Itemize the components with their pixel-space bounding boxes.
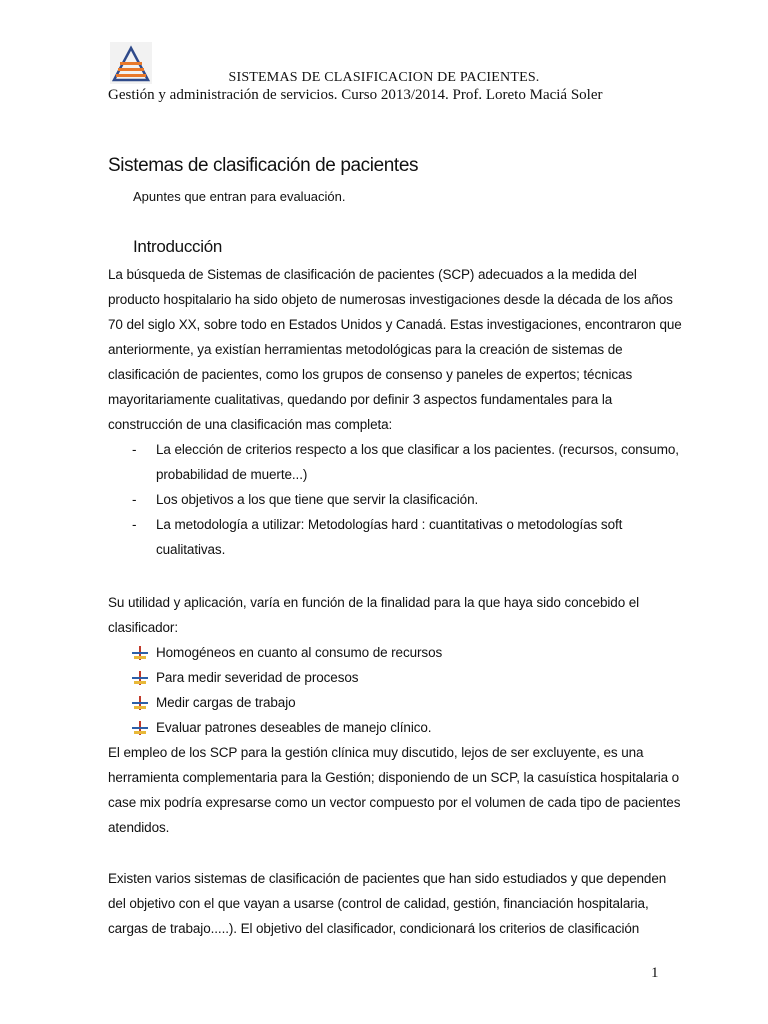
bullet-list-item <box>108 640 668 665</box>
dash-item-text: Los objetivos a los que tiene que servir la clasificación. <box>156 492 479 507</box>
bullet-list-item <box>108 690 668 715</box>
dash-list-item-continuation <box>108 537 668 562</box>
paragraph-line: clasificador: <box>108 620 178 635</box>
dash-list-item <box>108 512 668 537</box>
paragraph-line: Su utilidad y aplicación, varía en función de la finalidad para la que haya sido concebido el <box>108 595 640 610</box>
dash-marker: - <box>132 517 137 532</box>
header-title: SISTEMAS DE CLASIFICACION DE PACIENTES. <box>228 70 540 85</box>
utility-paragraph <box>108 590 681 840</box>
bullet-icon <box>132 721 148 735</box>
dash-item-text: cualitativas. <box>156 542 226 557</box>
paragraph-line: 70 del siglo XX, sobre todo en Estados Unidos y Canadá. Estas investigaciones, encontraron que <box>108 317 682 332</box>
bullet-item-text: Medir cargas de trabajo <box>156 695 296 710</box>
paragraph-line: case mix podría expresarse como un vector compuesto por el volumen de cada tipo de pacientes <box>108 795 681 810</box>
bullet-icon <box>132 646 148 660</box>
paragraph-line: clasificación de pacientes, como los grupos de consenso y paneles de expertos; técnicas <box>108 367 633 382</box>
document-title: Sistemas de clasificación de pacientes <box>108 155 419 176</box>
bullet-icon <box>132 696 148 710</box>
dash-list-item-continuation <box>108 462 668 487</box>
paragraph-line: La búsqueda de Sistemas de clasificación de pacientes (SCP) adecuados a la medida del <box>108 267 637 282</box>
dash-item-text: La metodología a utilizar: Metodologías hard : cuantitativas o metodologías soft <box>156 517 623 532</box>
paragraph-line: del objetivo con el que vayan a usarse (control de calidad, gestión, financiación hospitalaria, <box>108 896 649 911</box>
paragraph-line: mayoritariamente cualitativas, quedando por definir 3 aspectos fundamentales para la <box>108 392 613 407</box>
page-number: 1 <box>651 965 659 981</box>
paragraph-line: herramienta complementaria para la Gestión; disponiendo de un SCP, la casuística hospitalaria o <box>108 770 680 785</box>
bullet-icon <box>132 671 148 685</box>
paragraph-line: Existen varios sistemas de clasificación de pacientes que han sido estudiados y que dependen <box>108 871 667 886</box>
bullet-list-item <box>108 715 668 740</box>
bullet-item-text: Para medir severidad de procesos <box>156 670 359 685</box>
paragraph-line: producto hospitalario ha sido objeto de numerosas investigaciones desde la década de los años <box>108 292 673 307</box>
paragraph-line: atendidos. <box>108 820 170 835</box>
bullet-item-text: Evaluar patrones deseables de manejo clínico. <box>156 720 432 735</box>
dash-item-text: probabilidad de muerte...) <box>156 467 308 482</box>
bullet-item-text: Homogéneos en cuanto al consumo de recursos <box>156 645 443 660</box>
dash-item-text: La elección de criterios respecto a los que clasificar a los pacientes. (recursos, consumo, <box>156 442 679 457</box>
dash-list-item <box>108 487 668 512</box>
bullet-list-item <box>108 665 668 690</box>
header-subtitle: Gestión y administración de servicios. Curso 2013/2014. Prof. Loreto Maciá Soler <box>108 87 603 103</box>
intro-paragraph <box>108 262 682 562</box>
document-subtitle: Apuntes que entran para evaluación. <box>133 189 346 204</box>
paragraph-line: El empleo de los SCP para la gestión clínica muy discutido, lejos de ser excluyente, es una <box>108 745 644 760</box>
section-title-introduccion: Introducción <box>133 237 223 256</box>
paragraph-line: cargas de trabajo.....). El objetivo del clasificador, condicionará los criterios de clasificación <box>108 921 640 936</box>
dash-marker: - <box>132 442 137 457</box>
dash-marker: - <box>132 492 137 507</box>
dash-list-item <box>108 437 679 462</box>
paragraph-line: construcción de una clasificación mas completa: <box>108 417 393 432</box>
paragraph-line: anteriormente, ya existían herramientas metodológicas para la creación de sistemas de <box>108 342 623 357</box>
systems-paragraph <box>108 866 668 941</box>
